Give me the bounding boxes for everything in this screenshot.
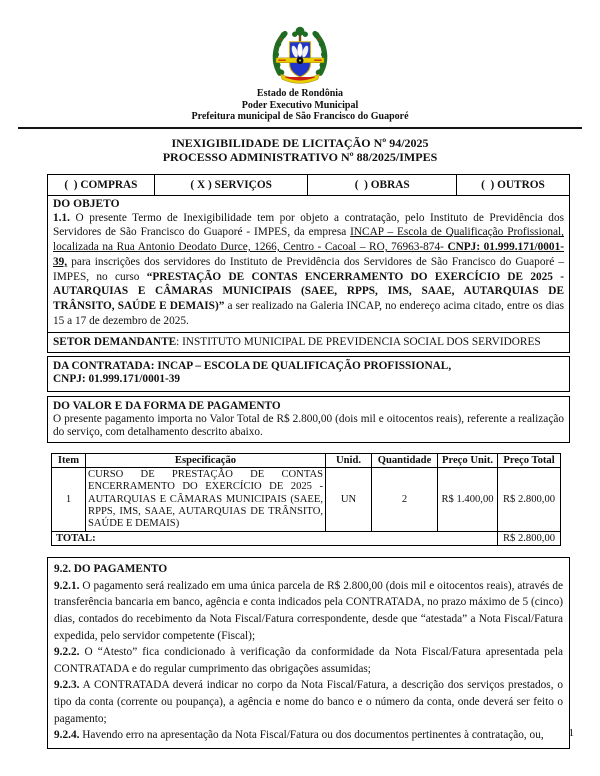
payment-heading: 9.2. DO PAGAMENTO [54, 563, 168, 576]
coat-of-arms-icon [260, 26, 340, 86]
demandante-row: SETOR DEMANDANTE: INSTITUTO MUNICIPAL DE PREVIDENCIA SOCIAL DOS SERVIDORES [53, 335, 541, 348]
col-quantidade: Quantidade [372, 454, 438, 468]
type-option-servicos: ( X ) SERVIÇOS [155, 175, 309, 195]
object-section [48, 196, 569, 333]
payment-clause-924: 9.2.4. Havendo erro na apresentação da Nota Fiscal/Fatura ou dos documentos pertinentes à contratação, ou, [54, 729, 544, 742]
col-preco-total: Preço Total [498, 454, 561, 468]
contratada-block [47, 356, 570, 392]
letterhead-branch: Poder Executivo Municipal [241, 99, 359, 111]
total-value-cell: R$ 2.800,00 [498, 532, 561, 546]
letterhead-state: Estado de Rondônia [256, 88, 344, 99]
type-option-compras: ( ) COMPRAS [48, 175, 155, 195]
payment-clause-921: 9.2.1. O pagamento será realizado em uma única parcela de R$ 2.800,00 (dois mil e oitocentos reais), através de transferência bancaria em banco, agência e conta indicados pela CONTRATADA, no prazo máximo de 5 (cinco) dias, contados do recebimento da Nota Fiscal/Fatura correspondente, desde que “atestada” a Nota Fiscal/Fatura expedida, pelo servidor competente (Fiscal); [54, 579, 563, 642]
title-process-line2: PROCESSO ADMINISTRATIVO Nº 88/2025/IMPES [162, 150, 438, 164]
letterhead [0, 0, 600, 123]
item-unid-cell: UN [326, 468, 372, 532]
items-table [51, 453, 561, 546]
contratada-line1: DA CONTRATADA: INCAP – ESCOLA DE QUALIFICAÇÃO PROFISSIONAL, [53, 359, 452, 372]
item-number-cell: 1 [52, 468, 86, 532]
object-heading: DO OBJETO [53, 197, 120, 210]
total-row [52, 532, 561, 546]
type-option-obras: ( ) OBRAS [308, 175, 456, 195]
col-item: Item [52, 454, 86, 468]
object-block [47, 174, 570, 353]
value-paragraph: O presente pagamento importa no Valor Total de R$ 2.800,00 (dois mil e oitocentos reais), referente a realização do serviço, com detalhamento descrito abaixo. [53, 412, 564, 439]
total-label-cell: TOTAL: [52, 532, 498, 546]
header-divider [18, 127, 582, 129]
object-paragraph: 1.1. O presente Termo de Inexigibilidade tem por objeto a contratação, pelo Instituto de Previdência dos Servidores de São Francisco do Guaporé - IMPES, da empresa INCAP – Escola de Qualificação Profissional, localizada na Rua Antonio Deodato Durce, 1266, Centro - Cacoal – RO, 76963-874- CNPJ: 01.999.171/0001-39, para inscrições dos servidores do Instituto de Previdência dos Servidores de São Francisco do Guaporé – IMPES, no curso “PRESTAÇÃO DE CONTAS ENCERRAMENTO DO EXERCÍCIO DE 2025 - AUTARQUIAS E CÂMARAS MUNICIPAIS (SAEE, RPPS, IMS, SAAE, AUTARQUIAS DE TRÂNSITO, SAÚDE E DEMAIS)” a ser realizado na Galeria INCAP, no endereço acima citado, entre os dias 15 a 17 de dezembro de 2025. [53, 211, 565, 328]
item-row [52, 468, 561, 532]
payment-clause-923: 9.2.3. A CONTRATADA deverá indicar no corpo da Nota Fiscal/Fatura, a descrição dos serviços prestados, o tipo da conta (corrente ou poupança), a agência e nome do banco e o número da conta, onde deverá ser feito o pagamento; [54, 679, 563, 725]
document-body [47, 174, 570, 749]
items-table-header-row [52, 454, 561, 468]
value-block [47, 396, 570, 443]
page-number: 1 [568, 727, 574, 739]
type-selector-row [48, 175, 569, 196]
item-qty-cell: 2 [372, 468, 438, 532]
col-especificacao: Especificação [86, 454, 326, 468]
item-spec-cell: CURSO DE PRESTAÇÃO DE CONTAS ENCERRAMENTO DO EXERCÍCIO DE 2025 - AUTARQUIAS E CÂMARAS MUNICIPAIS (SAEE, RPPS, IMS, SAAE, AUTARQUIAS DE TRÂNSITO, SAÚDE E DEMAIS) [86, 468, 326, 532]
title-process-line1: INEXIGIBILIDADE DE LICITAÇÃO Nº 94/2025 [171, 135, 429, 150]
payment-clause-922: 9.2.2. O “Atesto” fica condicionado à verificação da conformidade da Nota Fiscal/Fatura apresentada pela CONTRATADA e do regular cumprimento das obrigações assumidas; [54, 646, 563, 675]
contratada-line2: CNPJ: 01.999.171/0001-39 [53, 373, 181, 386]
document-title [0, 136, 600, 165]
item-unit-price-cell: R$ 1.400,00 [438, 468, 498, 532]
col-unid: Unid. [326, 454, 372, 468]
payment-block [47, 557, 570, 749]
col-preco-unit: Preço Unit. [438, 454, 498, 468]
letterhead-municipality: Prefeitura municipal de São Francisco do Guaporé [191, 111, 409, 122]
type-option-outros: ( ) OUTROS [481, 178, 545, 191]
value-heading: DO VALOR E DA FORMA DE PAGAMENTO [53, 399, 281, 412]
item-total-price-cell: R$ 2.800,00 [498, 468, 561, 532]
